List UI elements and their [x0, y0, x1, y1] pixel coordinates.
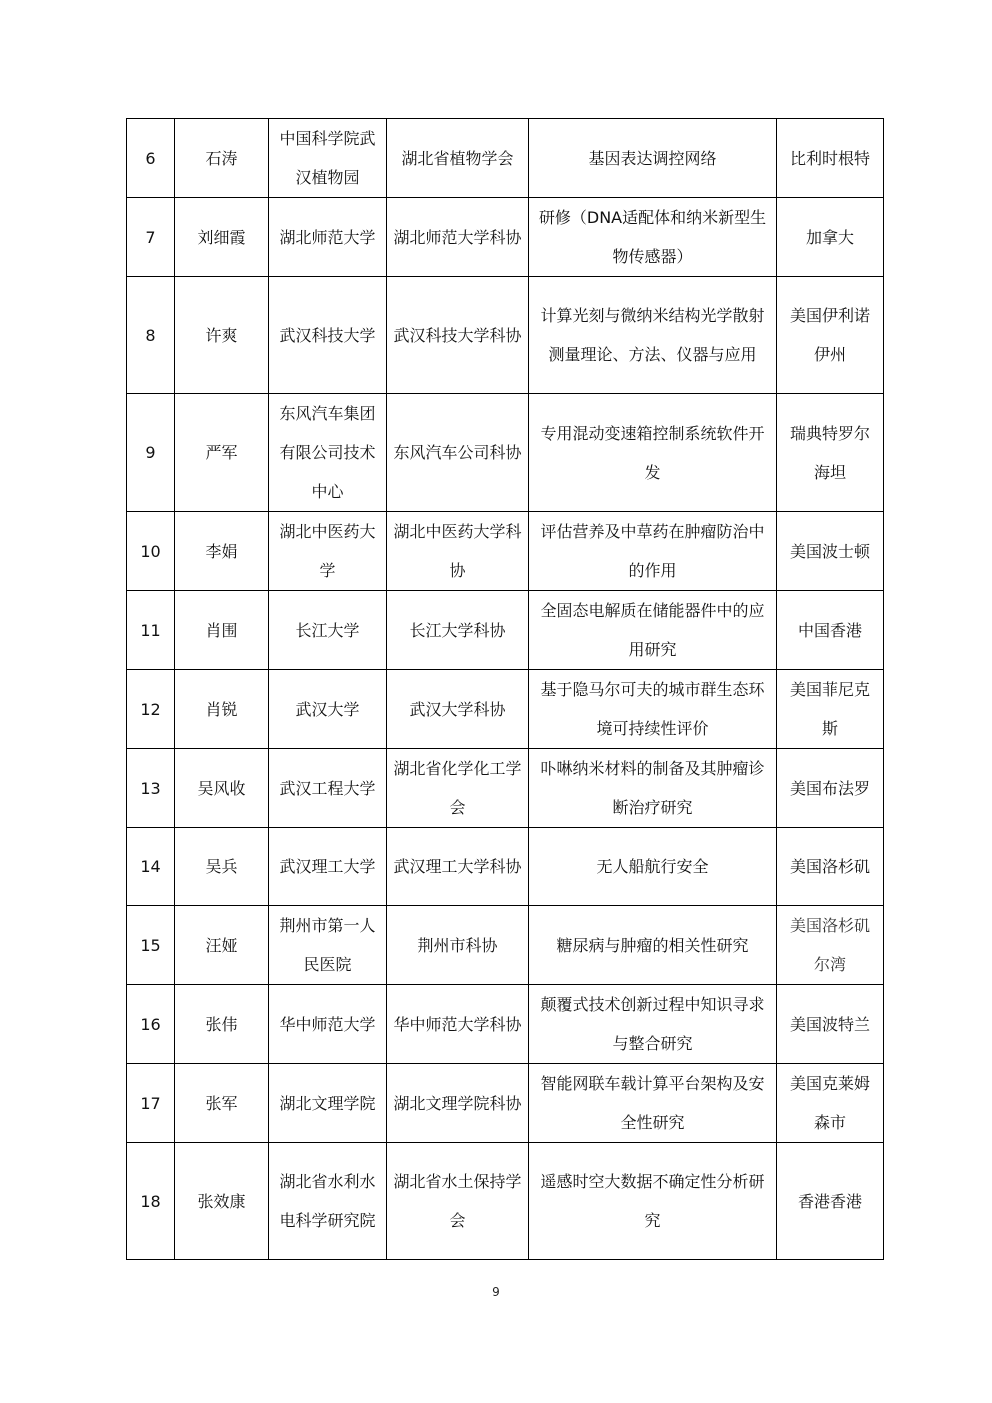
table-row — [127, 277, 884, 394]
table-row — [127, 119, 884, 198]
cell-no: 12 — [127, 670, 175, 749]
cell-project: 基因表达调控网络 — [529, 119, 777, 198]
cell-project: 遥感时空大数据不确定性分析研究 — [529, 1143, 777, 1260]
cell-name: 许爽 — [175, 277, 269, 394]
cell-no: 6 — [127, 119, 175, 198]
cell-no: 18 — [127, 1143, 175, 1260]
cell-no: 14 — [127, 828, 175, 906]
cell-unit: 武汉理工大学 — [269, 828, 387, 906]
cell-name: 严军 — [175, 394, 269, 512]
cell-unit: 武汉科技大学 — [269, 277, 387, 394]
cell-unit: 湖北中医药大学 — [269, 512, 387, 591]
cell-destination: 美国克莱姆森市 — [777, 1064, 884, 1143]
cell-project: 智能网联车载计算平台架构及安全性研究 — [529, 1064, 777, 1143]
cell-unit: 武汉大学 — [269, 670, 387, 749]
cell-recommender: 湖北省水土保持学会 — [387, 1143, 529, 1260]
cell-no: 10 — [127, 512, 175, 591]
cell-unit: 荆州市第一人民医院 — [269, 906, 387, 985]
cell-destination: 加拿大 — [777, 198, 884, 277]
page-number: 9 — [492, 1285, 500, 1299]
cell-destination: 美国波士顿 — [777, 512, 884, 591]
table-row — [127, 828, 884, 906]
cell-recommender: 湖北省化学化工学会 — [387, 749, 529, 828]
cell-unit: 湖北师范大学 — [269, 198, 387, 277]
cell-recommender: 长江大学科协 — [387, 591, 529, 670]
cell-destination: 中国香港 — [777, 591, 884, 670]
cell-no: 17 — [127, 1064, 175, 1143]
cell-project: 无人船航行安全 — [529, 828, 777, 906]
cell-recommender: 湖北文理学院科协 — [387, 1064, 529, 1143]
cell-destination: 美国伊利诺伊州 — [777, 277, 884, 394]
cell-destination: 美国布法罗 — [777, 749, 884, 828]
cell-recommender: 武汉理工大学科协 — [387, 828, 529, 906]
cell-recommender: 华中师范大学科协 — [387, 985, 529, 1064]
cell-recommender: 荆州市科协 — [387, 906, 529, 985]
cell-no: 7 — [127, 198, 175, 277]
cell-unit: 湖北省水利水电科学研究院 — [269, 1143, 387, 1260]
cell-unit: 湖北文理学院 — [269, 1064, 387, 1143]
cell-name: 张军 — [175, 1064, 269, 1143]
cell-destination: 瑞典特罗尔海坦 — [777, 394, 884, 512]
cell-destination: 比利时根特 — [777, 119, 884, 198]
cell-destination: 美国波特兰 — [777, 985, 884, 1064]
cell-project: 评估营养及中草药在肿瘤防治中的作用 — [529, 512, 777, 591]
cell-name: 肖锐 — [175, 670, 269, 749]
cell-recommender: 武汉大学科协 — [387, 670, 529, 749]
cell-unit: 武汉工程大学 — [269, 749, 387, 828]
cell-project: 专用混动变速箱控制系统软件开发 — [529, 394, 777, 512]
cell-name: 石涛 — [175, 119, 269, 198]
cell-recommender: 湖北中医药大学科协 — [387, 512, 529, 591]
personnel-table — [126, 118, 884, 1260]
cell-name: 李娟 — [175, 512, 269, 591]
cell-project: 基于隐马尔可夫的城市群生态环境可持续性评价 — [529, 670, 777, 749]
cell-unit: 华中师范大学 — [269, 985, 387, 1064]
cell-no: 15 — [127, 906, 175, 985]
cell-name: 吴兵 — [175, 828, 269, 906]
cell-no: 11 — [127, 591, 175, 670]
table-row — [127, 749, 884, 828]
cell-destination: 香港香港 — [777, 1143, 884, 1260]
table-row — [127, 906, 884, 985]
cell-no: 8 — [127, 277, 175, 394]
cell-name: 张伟 — [175, 985, 269, 1064]
cell-project: 糖尿病与肿瘤的相关性研究 — [529, 906, 777, 985]
table-row — [127, 591, 884, 670]
cell-recommender: 湖北师范大学科协 — [387, 198, 529, 277]
cell-no: 16 — [127, 985, 175, 1064]
cell-destination: 美国洛杉矶 — [777, 828, 884, 906]
cell-name: 肖围 — [175, 591, 269, 670]
cell-destination: 美国洛杉矶尔湾 — [777, 906, 884, 985]
table-row — [127, 670, 884, 749]
cell-name: 刘细霞 — [175, 198, 269, 277]
cell-project: 颠覆式技术创新过程中知识寻求与整合研究 — [529, 985, 777, 1064]
cell-recommender: 湖北省植物学会 — [387, 119, 529, 198]
cell-recommender: 武汉科技大学科协 — [387, 277, 529, 394]
cell-project: 全固态电解质在储能器件中的应用研究 — [529, 591, 777, 670]
cell-unit: 中国科学院武汉植物园 — [269, 119, 387, 198]
table-row — [127, 1064, 884, 1143]
cell-no: 13 — [127, 749, 175, 828]
cell-project: 计算光刻与微纳米结构光学散射测量理论、方法、仪器与应用 — [529, 277, 777, 394]
cell-destination: 美国菲尼克斯 — [777, 670, 884, 749]
table-row — [127, 1143, 884, 1260]
cell-project: 卟啉纳米材料的制备及其肿瘤诊断治疗研究 — [529, 749, 777, 828]
table-row — [127, 512, 884, 591]
cell-name: 张效康 — [175, 1143, 269, 1260]
cell-name: 吴风收 — [175, 749, 269, 828]
cell-no: 9 — [127, 394, 175, 512]
table-row — [127, 394, 884, 512]
cell-recommender: 东风汽车公司科协 — [387, 394, 529, 512]
table-row — [127, 198, 884, 277]
cell-name: 汪娅 — [175, 906, 269, 985]
cell-unit: 长江大学 — [269, 591, 387, 670]
cell-unit: 东风汽车集团有限公司技术中心 — [269, 394, 387, 512]
table-row — [127, 985, 884, 1064]
personnel-table-container — [126, 118, 883, 1260]
cell-project: 研修（DNA适配体和纳米新型生物传感器） — [529, 198, 777, 277]
